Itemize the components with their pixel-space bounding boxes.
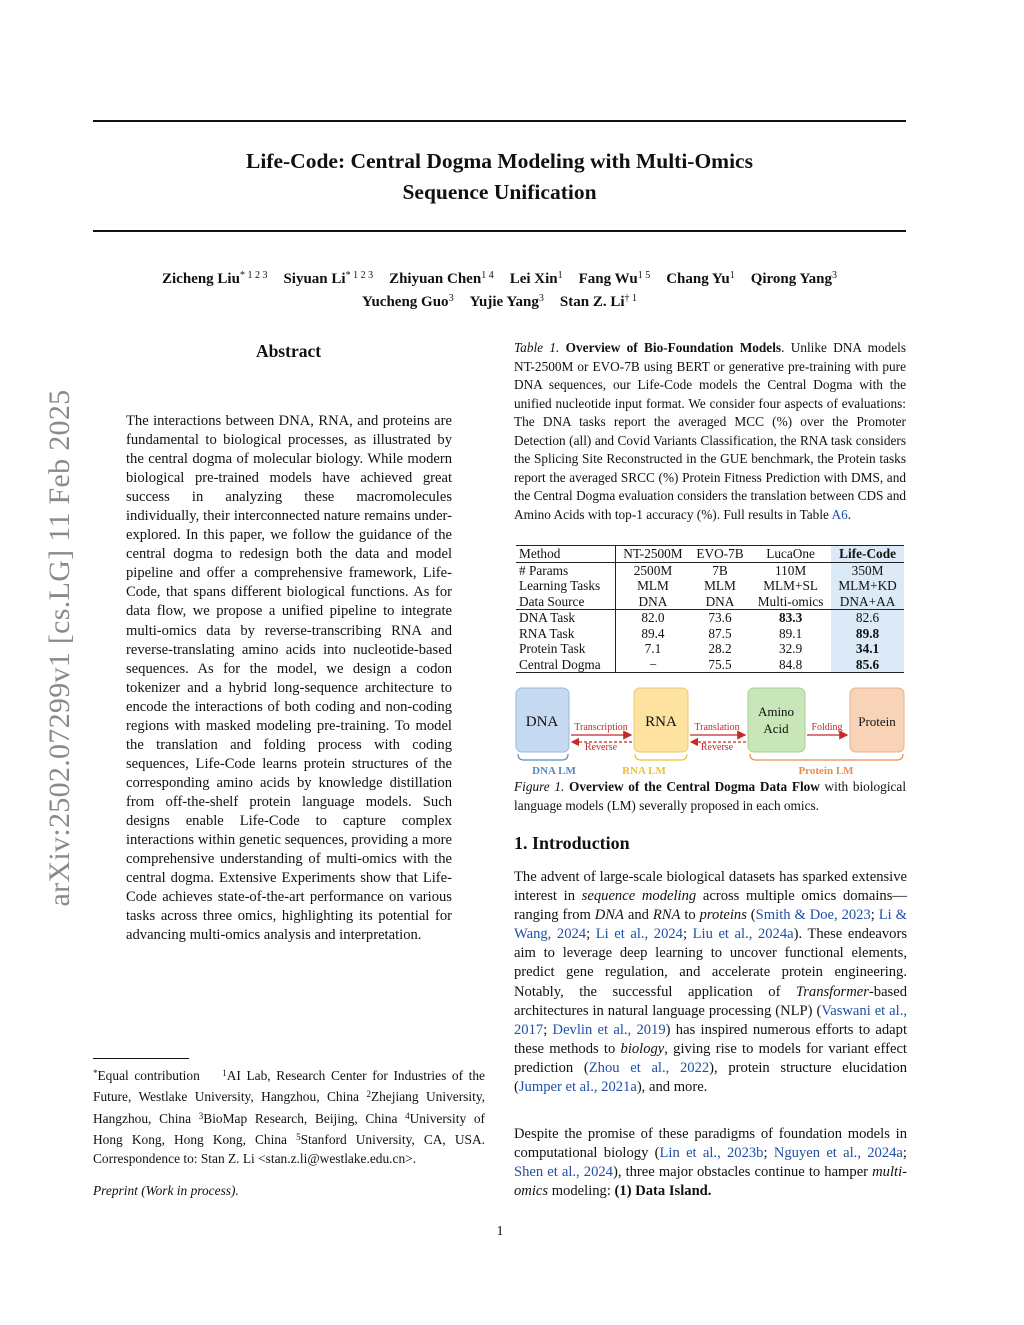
rna-label: RNA — [645, 714, 677, 730]
table-cell: MLM+SL — [763, 578, 818, 593]
table-row — [516, 594, 904, 610]
bold-text: (1) Data Island. — [614, 1183, 712, 1200]
table-ref-link[interactable]: A6 — [831, 506, 848, 522]
table-cell: 28.2 — [708, 641, 732, 656]
table-cell: 89.8 — [831, 626, 904, 642]
protein-lm-brace — [750, 754, 903, 760]
title-top-rule — [93, 120, 906, 122]
citation-link[interactable]: Jumper et al., 2021a — [518, 1079, 637, 1096]
table-cell: MLM — [704, 578, 736, 593]
table-row — [516, 641, 904, 657]
central-dogma-figure — [514, 686, 906, 778]
table-row — [516, 626, 904, 642]
table-cell: 82.0 — [616, 610, 690, 626]
abstract-heading: Abstract — [255, 341, 322, 361]
table-cell: 84.8 — [750, 657, 831, 673]
citation-link[interactable]: Smith & Doe, 2023 — [755, 907, 871, 924]
body-text: ; — [586, 926, 596, 943]
abstract-text: The interactions between DNA, RNA, and proteins are fundamental to biological processes, as illustrated by the central dogma of molecular biology. While modern biological pre-trained models have achieved great success in analyzing these macromolecules individually, their interconnected nature remains under-explored. In this paper, we follow the guidance of the central dogma to redesign both the data and model pipeline and offer a comprehensive framework, Life-Code, that spans different biological functions. As for data flow, we propose a unified pipeline to integrate multi-omics data by reverse-transcribing RNA and reverse-translating amino acids into nucleotide-based sequences. As for the model, we design a codon tokenizer and a hybrid long-sequence architecture to encode the interactions of both coding and non-coding regions with masked modeling pre-training. To model the translation and folding process with coding sequences, Life-Code learns protein structures of the corresponding amino acids by knowledge distillation from off-the-shelf protein language models. Such designs enable Life-Code to capture complex interactions within genetic sequences, providing a more comprehensive understanding of multi-omics with the central dogma. Extensive Experiments show that Life-Code achieves state-of-the-art performance on various tasks across three omics, highlighting its potential for advancing multi-omics analysis and interpretation. — [126, 413, 452, 944]
table-cell: 89.4 — [641, 625, 665, 641]
protein-label: Protein — [858, 714, 896, 729]
table-cell: 7.1 — [644, 641, 662, 656]
preprint-note: Preprint (Work in process). — [93, 1183, 239, 1198]
table-cell: MLM+KD — [831, 578, 904, 594]
author: Yujie Yang$^3$ — [469, 293, 544, 310]
citation-link[interactable]: Li et al., 2024 — [595, 926, 683, 943]
body-text: -based architectures in natural language processing (NLP) ( — [514, 983, 907, 1019]
header-cell: NT-2500M — [623, 546, 683, 561]
title-bottom-rule — [93, 230, 906, 232]
table-row — [516, 578, 904, 594]
dna-lm-label: DNA LM — [532, 765, 576, 777]
emphasis-text: biology — [620, 1040, 665, 1057]
emphasis-text: sequence modeling — [581, 888, 697, 905]
author: Chang Yu$^1$ — [666, 270, 735, 287]
body-text: ). These endeavors aim to leverage deep learning to uncover functional elements, predict gene regulation, and accelerate protein engineering. Notably, the successful application of — [514, 926, 908, 1000]
header-cell: EVO-7B — [696, 546, 744, 561]
author: Zhiyuan Chen$^{1 4}$ — [389, 270, 494, 287]
body-text: ; — [870, 907, 879, 924]
author: Siyuan $Li^{* 1 2 3}$ — [283, 270, 374, 287]
citation-link[interactable]: Zhou et al., 2022 — [588, 1059, 710, 1076]
emphasis-text: DNA — [594, 907, 624, 924]
body-text: ; — [763, 1145, 774, 1162]
table-cell: 110M — [774, 562, 807, 578]
table-row — [516, 562, 904, 578]
translation-label: Translation — [694, 722, 740, 733]
author: Zicheng Liu$^{* 1 2 3}$ — [162, 270, 268, 287]
citation-link[interactable]: Shen et al., 2024 — [514, 1164, 613, 1181]
table-header-row — [516, 546, 904, 563]
body-text: ), and more. — [636, 1079, 708, 1096]
table-cell: DNA Task — [516, 610, 616, 626]
body-text: Despite the promise of these paradigms of foundation models in computational biology ( — [514, 1126, 907, 1162]
header-cell: Method — [516, 546, 616, 563]
body-text: ) has inspired numerous efforts to adapt these methods to — [514, 1021, 908, 1057]
figure-caption: Figure 1. Overview of the Central Dogma Data Flow with biological language models (LM) severally proposed in each omics. — [514, 779, 907, 813]
rna-lm-label: RNA LM — [622, 765, 666, 777]
body-text: ( — [746, 907, 756, 924]
citation-link[interactable]: Devlin et al., 2019 — [552, 1021, 666, 1038]
author: Stan Z. Li$^{\dagger 1}$ — [559, 293, 637, 310]
table-cell: 82.6 — [831, 610, 904, 626]
table-cell: 2500M — [633, 562, 673, 578]
citation-link[interactable]: Lin et al., 2023b — [659, 1145, 764, 1162]
table-cell: 34.1 — [831, 641, 904, 657]
transcription-label: Transcription — [574, 722, 628, 733]
author: Yucheng Guo$^3$ — [362, 293, 454, 310]
body-text: ; — [902, 1145, 907, 1162]
intro-paragraph-2 — [514, 1125, 907, 1201]
dna-label: DNA — [525, 714, 559, 730]
rna-lm-brace — [635, 754, 687, 760]
table-cell: 83.3 — [750, 610, 831, 626]
table-row — [516, 657, 904, 673]
table-cell: 89.1 — [778, 625, 803, 641]
header-cell: Life-Code — [831, 546, 904, 563]
table-cell: Data Source — [516, 594, 616, 610]
header-cell: LucaOne — [766, 546, 815, 561]
emphasis-text: multi-omics — [514, 1164, 907, 1200]
folding-label: Folding — [811, 722, 843, 733]
paper-title: Life-Code: Central Dogma Modeling with Multi-Omics Sequence Unification — [246, 149, 753, 204]
reverse-label-2: Reverse — [700, 742, 734, 753]
author-list — [93, 266, 906, 312]
body-text: and — [623, 907, 653, 924]
citation-link[interactable]: Li & Wang, 2024 — [514, 907, 907, 943]
body-text: ; — [682, 926, 693, 943]
table-cell: # Params — [516, 562, 616, 578]
protein-lm-label: Protein LM — [798, 765, 854, 777]
citation-link[interactable]: Liu et al., 2024a — [692, 926, 794, 943]
body-text: , giving rise to models for variant effect prediction ( — [514, 1040, 907, 1076]
body-text: to — [680, 907, 700, 924]
bio-models-table — [516, 545, 904, 673]
table-cell: Central Dogma — [516, 657, 616, 673]
citation-link[interactable]: Nguyen et al., 2024a — [773, 1145, 903, 1162]
reverse-label-1: Reverse — [584, 742, 618, 753]
amino-label-1: Amino — [757, 704, 795, 719]
emphasis-text: Transformer — [795, 983, 869, 1000]
table-cell: − — [616, 657, 690, 673]
table-cell: DNA — [638, 593, 668, 609]
amino-acid-box — [748, 688, 805, 752]
author: Qirong Yang$^3$ — [750, 270, 837, 287]
page-number: 1 — [496, 1224, 504, 1239]
body-text: ), three major obstacles continue to hamper — [612, 1164, 873, 1181]
table-cell: DNA+AA — [831, 594, 904, 610]
table-cell: 7B — [712, 562, 728, 578]
body-text: ; — [543, 1021, 553, 1038]
amino-label-2: Acid — [763, 721, 789, 736]
table-cell: Protein Task — [516, 641, 616, 657]
emphasis-text: proteins — [699, 907, 747, 924]
table-cell: 32.9 — [778, 641, 803, 656]
citation-link[interactable]: Vaswani et al., 2017 — [514, 1002, 908, 1038]
emphasis-text: RNA — [652, 907, 681, 924]
table-cell: 87.5 — [708, 625, 732, 641]
dna-lm-brace — [518, 754, 568, 760]
introduction-heading: 1. Introduction — [514, 833, 630, 853]
table-cell: 85.6 — [831, 657, 904, 673]
table-cell: DNA — [705, 593, 735, 609]
arxiv-watermark: arXiv:2502.07299v1 [cs.LG] 11 Feb 2025 — [43, 389, 76, 907]
table-caption: Table 1. Overview of Bio-Foundation Models. Unlike DNA models NT-2500M or EVO-7B using BERT or generative pre-training with pure DNA sequences, our Life-Code models the Central Dogma with the unified nucleotide input format. We consider four aspects of evaluations: The DNA tasks report the averaged MCC (%) over the Promoter Detection (all) and Covid Variants Classification, the RNA task considers the Splicing Site Reconstructed in the GUE benchmark, the Protein tasks report the averaged SRCC (%) Protein Fitness Prediction with DMS, and the Central Dogma evaluation considers the translation between CDS and Amino Acids with top-1 accuracy (%). Full results in Table A6. — [514, 340, 907, 522]
table-cell: MLM — [637, 578, 669, 593]
table-cell: 75.5 — [690, 657, 750, 673]
table-cell: Multi-omics — [757, 593, 824, 609]
body-text: The advent of large-scale biological datasets has sparked extensive interest in — [514, 869, 907, 905]
author: Lei Xin$^1$ — [509, 270, 563, 287]
footnote-rule — [93, 1058, 189, 1059]
body-text: ), protein structure elucidation ( — [514, 1059, 907, 1096]
table-cell: RNA Task — [516, 626, 616, 642]
author: Fang $Wu^{1 5}$ — [578, 270, 651, 287]
body-text: across multiple omics domains—ranging from — [514, 888, 907, 924]
table-cell: 350M — [831, 562, 904, 578]
affiliations-footnote: *Equal contribution $^1$AI Lab, Research Center for Industries of the Future, Westlake University, Hangzhou, China $^2$Zhejiang University, Hangzhou, China $^3$BioMap Research, Beijing, China $^4$University of Hong Kong, Hong Kong, China $^5$Stanford University, CA, USA. Correspondence to: Stan Z. Li <stan.z.li@westlake.edu.cn>. — [93, 1068, 486, 1166]
table-cell: 73.6 — [690, 610, 750, 626]
body-text: modeling: — [548, 1183, 615, 1200]
table-cell: Learning Tasks — [516, 578, 616, 594]
table-row — [516, 610, 904, 626]
intro-paragraph-1 — [514, 868, 907, 1097]
